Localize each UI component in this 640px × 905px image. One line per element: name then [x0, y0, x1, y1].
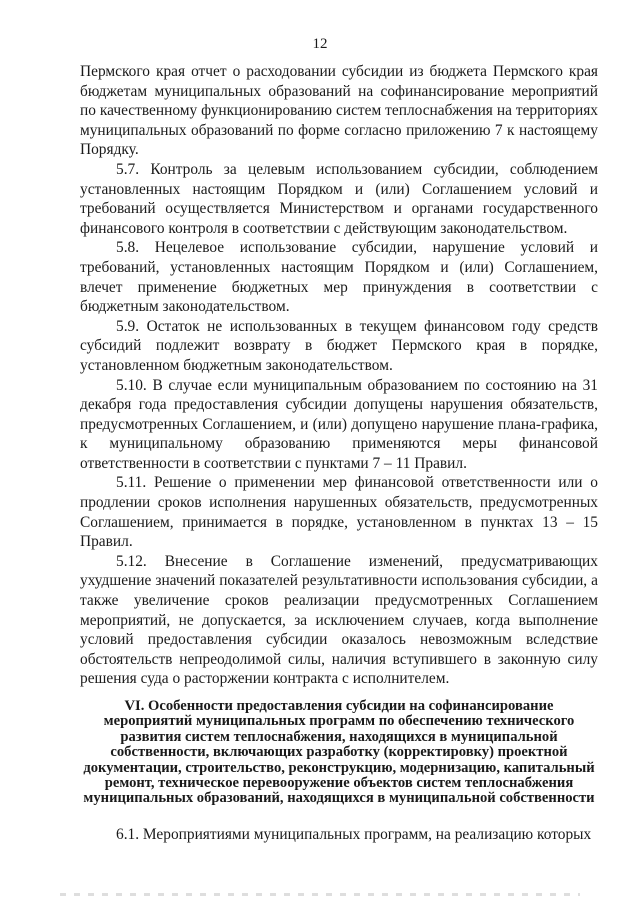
scan-edge-artifact — [60, 893, 580, 896]
paragraph-5-11: 5.11. Решение о применении мер финансовой ответственности или о продлении сроков исполнения нарушенных обязательств, предусмотренных Соглашением, принимается в порядке, установленном в пунктах 13 – 15 Правил. — [80, 474, 598, 551]
page-number: 12 — [312, 36, 328, 52]
paragraph-5-10: 5.10. В случае если муниципальным образованием по состоянию на 31 декабря года предоставления субсидии допущены нарушения обязательств, предусмотренных Соглашением, и (или) допущено нарушение плана-графика, к муниципальному образованию применяются меры финансовой ответственности в соответствии с пунктами 7 – 11 Правил. — [80, 376, 598, 472]
paragraph-6-1: 6.1. Мероприятиями муниципальных программ, на реализацию которых — [116, 825, 592, 843]
paragraph-5-12: 5.12. Внесение в Соглашение изменений, предусматривающих ухудшение значений показателей результативности использования субсидии, а также увеличение сроков реализации предусмотренных Соглашением мероприятий, не допускается, за исключением случаев, когда выполнение условий предоставления субсидии оказалось невозможным вследствие обстоятельств непреодолимой силы, наличия вступившего в законную силу решения суда о расторжении контракта с исполнителем. — [80, 552, 598, 688]
paragraph-5-9: 5.9. Остаток не использованных в текущем финансовом году средств субсидий подлежит возврату в бюджет Пермского края в порядке, установленном бюджетным законодательством. — [80, 317, 598, 374]
section-heading: VI. Особенности предоставления субсидии на софинансирование мероприятий муниципальных программ по обеспечению технического развития систем теплоснабжения, находящихся в муниципальной собственности, включающих разработку (корректировку) проектной документации, строительство, реконструкцию, модернизацию, капитальный ремонт, техническое перевооружение объектов систем теплоснабжения муниципальных образований, находящихся в муниципальной собственности — [83, 698, 595, 807]
document-body — [80, 62, 598, 844]
paragraph-5-7: 5.7. Контроль за целевым использованием субсидии, соблюдением установленных настоящим Порядком и (или) Соглашением условий и требований осуществляется Министерством и органами государственного финансового контроля в соответствии с действующим законодательством. — [80, 160, 598, 237]
paragraph-5-8: 5.8. Нецелевое использование субсидии, нарушение условий и требований, установленных настоящим Порядком и (или) Соглашением, влечет применение бюджетных мер принуждения в соответствии с бюджетным законодательством. — [80, 239, 598, 316]
paragraph-continuation: Пермского края отчет о расходовании субсидии из бюджета Пермского края бюджетам муниципальных образований на софинансирование мероприятий по качественному функционированию систем теплоснабжения на территориях муниципальных образований по форме согласно приложению 7 к настоящему Порядку. — [80, 63, 598, 159]
